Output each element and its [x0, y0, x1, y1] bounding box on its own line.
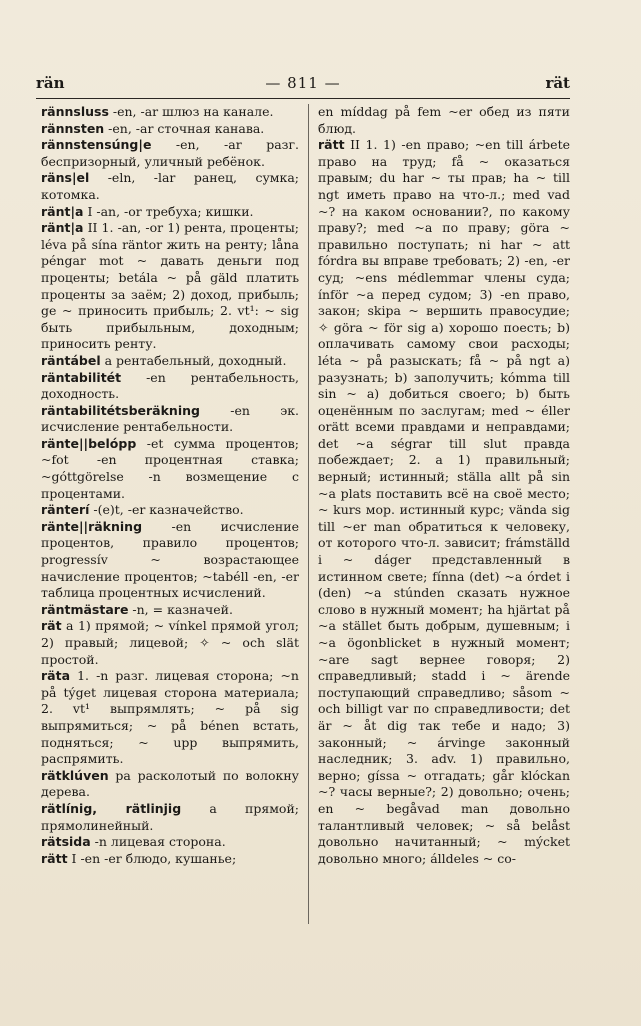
entry-headword: räta	[41, 668, 71, 684]
entry-headword: ränte||räkning	[41, 518, 143, 534]
dictionary-entry	[41, 370, 299, 403]
page-number: — 811 —	[265, 74, 341, 92]
entry-headword: rätsida	[41, 834, 91, 850]
header-rule	[36, 98, 570, 99]
dictionary-entry	[41, 768, 299, 801]
entry-headword: rännstensúng|e	[41, 137, 152, 153]
dictionary-entry	[318, 137, 570, 867]
entry-headword: rännsten	[41, 120, 105, 136]
entry-headword: ränterí	[41, 502, 90, 518]
header-left-guide-word: rän	[36, 74, 65, 92]
dictionary-entry	[41, 137, 299, 170]
entry-headword: rännsluss	[41, 104, 109, 119]
entry-headword: ränt|a	[41, 203, 84, 219]
column-divider	[308, 104, 309, 924]
entry-headword: räntabilitétsberäkning	[41, 402, 200, 418]
dictionary-entry	[41, 436, 299, 502]
entry-definition: -en рентабельность, доходность.	[41, 369, 299, 402]
page-header	[36, 74, 570, 96]
dictionary-entry	[41, 801, 299, 834]
entry-definition: -eln, -lar ранец, сумка; котомка.	[41, 170, 299, 202]
entry-headword: rät	[41, 618, 62, 634]
left-column	[41, 104, 299, 867]
entry-definition: a 1) прямой; ~ vínkel прямой угол; 2) правый; лицевой; ✧ ~ och slät простой.	[41, 618, 299, 667]
entry-headword: rätt	[318, 137, 345, 153]
entry-definition: -en исчисление процентов, правило процентов; progressív ~ возрастающее начисление процентов; ~tabéll -en, -er таблица процентных исчислений.	[41, 518, 299, 601]
dictionary-entry	[41, 353, 299, 370]
entry-headword: räntabilitét	[41, 369, 122, 385]
entry-definition: a рентабельный, доходный.	[100, 352, 287, 368]
entry-definition: I -an, -or требуха; кишки.	[83, 203, 254, 219]
entry-definition: pa расколотый по волокну дерева.	[41, 767, 299, 800]
entry-definition: -n, = казначей.	[128, 601, 233, 617]
entry-definition: -et сумма процентов; ~fot -en процентная ставка; ~góttgörelse -n возмещение с процентами.	[41, 435, 299, 501]
dictionary-entry	[41, 519, 299, 602]
right-column	[318, 104, 570, 867]
dictionary-entry	[318, 104, 570, 137]
entry-definition: -en, -ar разг. беспризорный, уличный ребёнок.	[41, 137, 299, 169]
entry-headword: räntábel	[41, 352, 101, 368]
entry-headword: ränte||belópp	[41, 435, 137, 451]
dictionary-entry	[41, 851, 299, 868]
entry-headword: räntmästare	[41, 601, 129, 617]
entry-definition: 1. -n разг. лицевая сторона; ~n på týget лицевая сторона материала; 2. vt¹ выпрямлять; ~ på sig выпрямиться; ~ på bénen встать, подняться; ~ upp выпрямить, распрямить.	[41, 668, 299, 767]
entry-definition: -en эк. исчисление рентабельности.	[41, 402, 299, 435]
entry-headword: rätt	[41, 850, 68, 866]
entry-definition: I -en -er блюдо, кушанье;	[67, 850, 237, 866]
entry-definition: en míddag på fem ~er обед из пяти блюд.	[318, 104, 570, 136]
dictionary-entry	[41, 170, 299, 203]
entry-headword: räns|el	[41, 170, 90, 186]
entry-definition: -en, -ar сточная канава.	[104, 120, 265, 136]
entry-headword: ränt|a	[41, 220, 84, 236]
dictionary-entry	[41, 834, 299, 851]
dictionary-entry	[41, 204, 299, 221]
dictionary-entry	[41, 104, 299, 121]
dictionary-entry	[41, 121, 299, 138]
dictionary-entry	[41, 602, 299, 619]
dictionary-entry	[41, 618, 299, 668]
entry-definition: -n лицевая сторона.	[90, 834, 226, 850]
dictionary-entry	[41, 502, 299, 519]
entry-headword: rätlínig, rätlinjig	[41, 800, 182, 816]
dictionary-entry	[41, 403, 299, 436]
entry-definition: II 1. 1) -en право; ~en till árbete право на труд; få ~ оказаться правым; du har ~ ты прав; ha ~ till ngt иметь право на что-л.; med vad ~? на каком основании?, по какому праву?; med ~a по праву; göra ~ правильно поступать; ni har ~ att fórdra вы вправе требовать; 2) -en, -er суд; ~ens médlemmar члены суда; ínför ~a перед судом; 3) -en право, закон; skipa ~ вершить правосудие; ✧ göra ~ för sig a) хорошо поесть; b) оплачивать самому свои расходы; léta ~ på разыскать; få ~ på ngt a) разузнать; b) заполучить; kómma till sin ~ a) добиться своего; b) быть оценённым по заслугам; med ~ éller orätt всеми правдами и неправдами; det ~a ségrar till slut правда побеждает; 2. a 1) правильный; верный; истинный; ställa allt på sin ~a plats поставить всё на своё место; ~ kurs мор. истинный курс; vända sig till ~er man обратиться к человеку, от которого что-л. зависит; frámställd i ~ dáger представленный в истинном свете; fínna (det) ~a órdet i (den) ~a stúnden сказать нужное слово в нужный момент; ha hjärtat på ~a stället быть добрым, душевным; i ~a ögonblicket в нужный момент; ~are sagt вернее говоря; 2) справедливый; stadd i ~ ärende поступающий справедливо; såsom ~ och billigt var по справедливости; det är ~ åt dig так тебе и надо; 3) законный; ~ árvinge законный наследник; 3. adv. 1) правильно, верно; gíssa ~ отгадать; går klóckan ~? часы верные?; 2) довольно; очень; en ~ begåvad man довольно талантливый человек; ~ så belåst довольно начитанный; ~ mýcket довольно много; álldeles ~ со-	[318, 137, 570, 866]
dictionary-entry	[41, 220, 299, 353]
entry-definition: II 1. -an, -or 1) рента, проценты; léva på sína räntor жить на ренту; låna péngar mot ~ давать деньги под проценты; betála ~ på gäld платить проценты за заём; 2) доход, прибыль; ge ~ приносить прибыль; 2. vt¹: ~ sig быть прибыльным, доходным; приносить ренту.	[41, 220, 299, 352]
entry-definition: -en, -ar шлюз на канале.	[108, 104, 274, 119]
entry-definition: -(e)t, -er казначейство.	[89, 502, 244, 518]
entry-headword: rätklúven	[41, 767, 109, 783]
dictionary-entry	[41, 668, 299, 768]
entry-definition: a прямой; прямолинейный.	[41, 800, 299, 833]
header-right-guide-word: rät	[545, 74, 570, 92]
